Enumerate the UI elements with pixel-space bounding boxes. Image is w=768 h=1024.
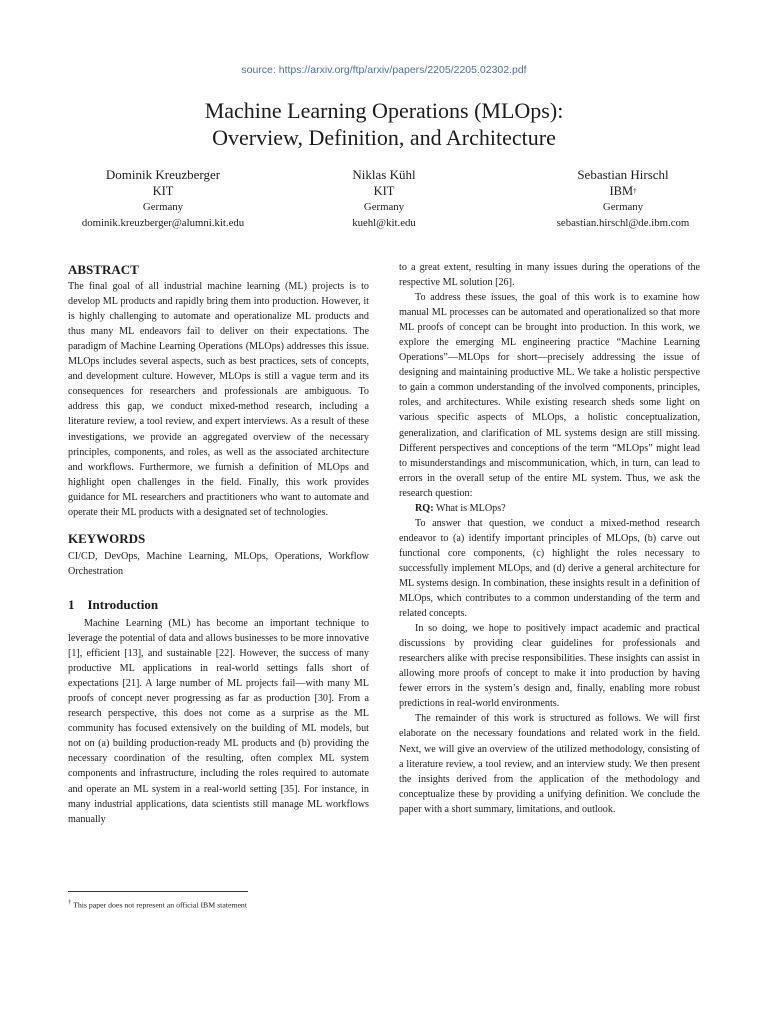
footnote-divider [68,891,248,892]
footnote-text: This paper does not represent an official IBM statement [73,900,247,910]
keywords-text: CI/CD, DevOps, Machine Learning, MLOps, Operations, Workflow Orchestration [68,550,369,577]
intro-paragraph-1: Machine Learning (ML) has become an important technique to leverage the potential of data and allows businesses to be more innovative [1], efficient [13], and sustainable [22]. However, the success of many productive ML applications in real-world settings falls short of expectations [21]. A large number of ML projects fail—with many ML proofs of concept never progressing as far as production [30]. From a research perspective, this does not come as a surprise as the ML community has focused extensively on the building of ML models, but not on (a) building production-ready ML products and (b) providing the necessary coordination of the resulting, often complex ML system components and infrastructure, including the roles required to automate and operate an ML system in a real-world setting [35]. For instance, in many industrial applications, data scientists still manage ML workflows manually [68,617,369,825]
footnote-mark: † [68,899,72,906]
section-number: 1 [68,596,75,612]
abstract-text: The final goal of all industrial machine learning (ML) projects is to develop ML products and rapidly bring them into production. However, it is highly challenging to automate and operationalize ML products and thus many ML endeavors fail to deliver on their expectations. The paradigm of Machine Learning Operations (MLOps) addresses this issue. MLOps includes several aspects, such as best practices, sets of concepts, and development culture. However, MLOps is still a vague term and its consequences for researchers and professionals are ambiguous. To address this gap, we conduct mixed-method research, including a literature review, a tool review, and expert interviews. As a result of these investigations, we provide an aggregated overview of the necessary principles, components, and roles, as well as the associated architecture and workflows. Furthermore, we furnish a definition of MLOps and highlight open challenges in the field. Finally, this work provides guidance for ML researchers and practitioners who want to automate and operate their ML products with a designated set of technologies. [68,281,369,518]
author-affiliation [498,183,748,199]
author-affiliation: KIT [152,184,174,198]
author-email[interactable]: dominik.kreuzberger@alumni.kit.edu [81,217,245,229]
abstract-heading: ABSTRACT [68,262,139,277]
rq-text: What is MLOps? [433,502,506,514]
research-question [399,501,700,516]
intro-paragraph-5: The remainder of this work is structured as follows. We will first elaborate on the necessary foundations and related work in the field. Next, we will give an overview of the utilized methodology, consisting of a literature review, a tool review, and an interview study. We then present the insights derived from the application of the methodology and conceptualize these by providing a unifying definition. We conclude the paper with a short summary, limitations, and outlook. [399,713,700,815]
affiliation-text: IBM [609,184,634,198]
author-block-1 [38,167,288,231]
author-block-2 [259,167,509,231]
author-block-3 [498,167,748,231]
section-title: Introduction [87,596,159,612]
left-column [68,262,369,827]
title-line-1: Machine Learning Operations (MLOps): [204,98,564,123]
introduction-heading [68,597,369,612]
paper-title [0,97,768,151]
author-name: Sebastian Hirschl [577,167,669,182]
author-name: Dominik Kreuzberger [105,167,221,182]
intro-paragraph-3: To answer that question, we conduct a mixed-method research endeavor to (a) identify important principles of MLOps, (b) carve out functional core components, (c) highlight the roles necessary to successfully implement MLOps, and (d) derive a general architecture for ML systems design. In combination, these insights result in a definition of MLOps, which contributes to a common understanding of the term and related concepts. [399,517,700,620]
author-country: Germany [363,201,405,213]
intro-paragraph-1-continued: to a great extent, resulting in many issues during the operations of the respective ML solution [26]. [399,262,700,289]
author-affiliation: KIT [373,184,395,198]
author-email[interactable]: sebastian.hirschl@de.ibm.com [556,217,690,229]
rq-label: RQ: [415,502,434,514]
footnote [68,898,308,911]
intro-paragraph-4: In so doing, we hope to positively impact academic and practical discussions by providing clear guidelines for professionals and researchers alike with precise responsibilities. These insights can assist in allowing more proofs of concept to make it into production by having fewer errors in the system’s design and, finally, enabling more robust predictions in real-world environments. [399,623,700,710]
author-email[interactable]: kuehl@kit.edu [352,217,416,229]
author-name: Niklas Kühl [352,167,416,182]
source-url[interactable]: source: https://arxiv.org/ftp/arxiv/papers/2205/2205.02302.pdf [241,64,527,76]
affiliation-footnote-mark: † [633,187,637,195]
intro-paragraph-2: To address these issues, the goal of this work is to examine how manual ML processes can be automated and operationalized so that more ML proofs of concept can be brought into production. In this work, we explore the emerging ML engineering practice “Machine Learning Operations”—MLOps for short—precisely addressing the issue of designing and maintaining productive ML. We take a holistic perspective to gain a common understanding of the involved components, principles, roles, and architectures. While existing research sheds some light on various specific aspects of MLOps, a holistic conceptualization, generalization, and clarification of ML systems design are still missing. Different perspectives and conceptions of the term “MLOps” might lead to misunderstandings and miscommunication, which, in turn, can lead to errors in the overall setup of the entire ML system. Thus, we ask the research question: [399,292,700,499]
right-column [399,260,700,817]
author-country: Germany [142,201,184,213]
author-country: Germany [602,201,644,213]
keywords-heading: KEYWORDS [68,530,146,546]
title-line-2: Overview, Definition, and Architecture [212,125,556,150]
